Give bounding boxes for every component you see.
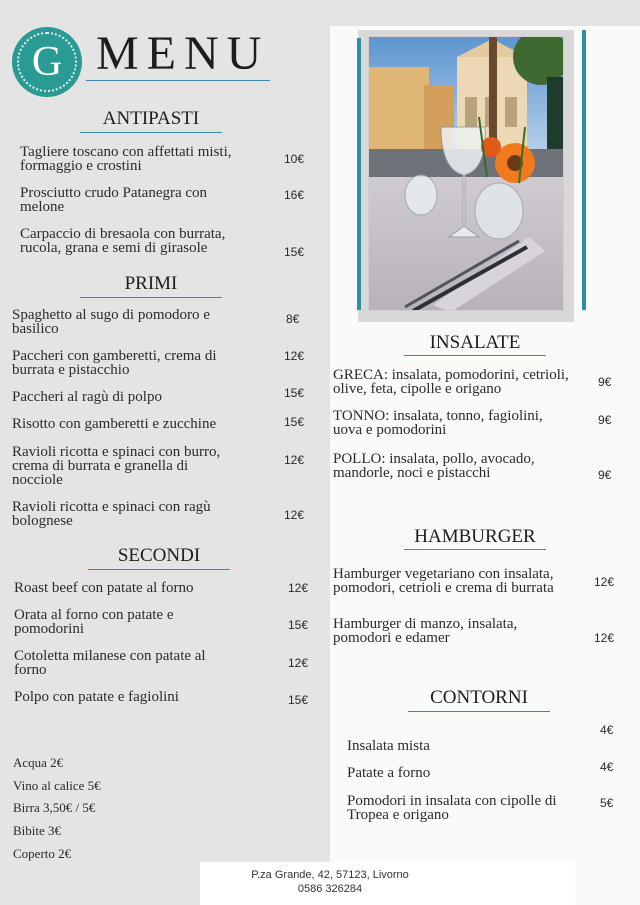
primi-item-2 xyxy=(12,349,217,377)
secondi-item-2 xyxy=(14,608,174,636)
antipasti-item-2 xyxy=(20,186,207,214)
item-name-line: TONNO: insalata, tonno, fagiolini, xyxy=(333,408,543,424)
contorni-rule xyxy=(408,711,550,712)
hamburger-price-vegetariano: 12€ xyxy=(594,575,615,589)
primi-item-6 xyxy=(12,500,211,528)
insalate-item-greca xyxy=(333,368,569,396)
insalate-item-pollo xyxy=(333,452,535,480)
antipasti-price-1: 10€ xyxy=(284,152,305,166)
secondi-item-3 xyxy=(14,649,206,677)
item-name-line: burrata e pistacchio xyxy=(12,362,130,378)
item-name-line: Paccheri al ragù di polpo xyxy=(12,389,162,405)
item-name-line: melone xyxy=(20,199,65,215)
contorni-price-patate: 4€ xyxy=(600,760,614,774)
extra-vino: Vino al calice 5€ xyxy=(13,778,101,793)
hamburger-item-vegetariano xyxy=(333,567,554,595)
insalate-price-greca: 9€ xyxy=(598,375,612,389)
title-rule xyxy=(86,80,270,81)
antipasti-price-3: 15€ xyxy=(284,245,305,259)
item-name-line: Risotto con gamberetti e zucchine xyxy=(12,416,217,432)
item-name-line: Carpaccio di bresaola con burrata, xyxy=(20,226,226,242)
item-name-line: Polpo con patate e fagiolini xyxy=(14,689,179,705)
hamburger-heading: HAMBURGER xyxy=(414,526,536,547)
logo-letter: G xyxy=(31,39,63,85)
primi-price-1: 8€ xyxy=(286,312,300,326)
restaurant-logo xyxy=(12,27,82,97)
item-name-line: POLLO: insalata, pollo, avocado, xyxy=(333,451,535,467)
item-name-line: basilico xyxy=(12,321,59,337)
primi-item-3 xyxy=(12,390,162,404)
item-name-line: Ravioli ricotta e spinaci con burro, xyxy=(12,444,221,460)
extra-acqua: Acqua 2€ xyxy=(13,755,64,770)
primi-price-2: 12€ xyxy=(284,349,305,363)
item-name-line: pomodori e edamer xyxy=(333,630,450,646)
hamburger-price-manzo: 12€ xyxy=(594,631,615,645)
item-name-line: Roast beef con patate al forno xyxy=(14,580,194,596)
secondi-rule xyxy=(88,569,230,570)
antipasti-price-2: 16€ xyxy=(284,188,305,202)
photo-accent-left xyxy=(357,38,361,310)
secondi-price-1: 12€ xyxy=(288,581,309,595)
contorni-price-pomodori: 5€ xyxy=(600,796,614,810)
item-name-line: forno xyxy=(14,662,47,678)
item-name-line: formaggio e crostini xyxy=(20,158,142,174)
contorni-price-insalata: 4€ xyxy=(600,723,614,737)
item-name-line: bolognese xyxy=(12,513,73,529)
antipasti-rule xyxy=(80,132,222,133)
footer-phone: 0586 326284 xyxy=(297,883,363,895)
item-name-line: Patate a forno xyxy=(347,765,431,781)
item-name-line: nocciole xyxy=(12,472,63,488)
photo-accent-right xyxy=(582,30,586,310)
primi-item-1 xyxy=(12,308,210,336)
item-name-line: Paccheri con gamberetti, crema di xyxy=(12,348,217,364)
item-name-line: olive, feta, cipolle e origano xyxy=(333,381,502,397)
primi-heading: PRIMI xyxy=(124,273,178,294)
insalate-price-tonno: 9€ xyxy=(598,413,612,427)
insalate-item-tonno xyxy=(333,409,543,437)
insalate-price-pollo: 9€ xyxy=(598,468,612,482)
secondi-heading: SECONDI xyxy=(117,545,201,566)
item-name-line: Hamburger di manzo, insalata, xyxy=(333,616,518,632)
item-name-line: Hamburger vegetariano con insalata, xyxy=(333,566,554,582)
antipasti-item-3 xyxy=(20,227,225,255)
antipasti-item-1 xyxy=(20,145,232,173)
item-name-line: Tropea e origano xyxy=(347,807,449,823)
insalate-heading: INSALATE xyxy=(429,332,521,353)
secondi-price-4: 15€ xyxy=(288,693,309,707)
extra-birra: Birra 3,50€ / 5€ xyxy=(13,800,96,815)
primi-price-6: 12€ xyxy=(284,508,305,522)
item-name-line: uova e pomodorini xyxy=(333,422,447,438)
secondi-price-3: 12€ xyxy=(288,656,309,670)
secondi-item-1 xyxy=(14,581,194,595)
table-setting-illustration xyxy=(369,37,564,311)
primi-price-3: 15€ xyxy=(284,386,305,400)
footer-address: P.za Grande, 42, 57123, Livorno xyxy=(251,869,409,881)
primi-item-5 xyxy=(12,445,220,487)
contorni-item-insalata xyxy=(347,739,430,753)
hamburger-item-manzo xyxy=(333,617,517,645)
contorni-heading: CONTORNI xyxy=(430,687,528,708)
menu-title: MENU xyxy=(96,27,270,80)
item-name-line: Pomodori in insalata con cipolle di xyxy=(347,793,557,809)
item-name-line: Spaghetto al sugo di pomodoro e xyxy=(12,307,210,323)
item-name-line: Orata al forno con patate e xyxy=(14,607,174,623)
secondi-item-4 xyxy=(14,690,179,704)
extra-bibite: Bibite 3€ xyxy=(13,823,62,838)
antipasti-heading: ANTIPASTI xyxy=(102,108,200,129)
item-name-line: pomodori, cetrioli e crema di burrata xyxy=(333,580,554,596)
primi-rule xyxy=(80,297,222,298)
item-name-line: pomodorini xyxy=(14,621,84,637)
item-name-line: Ravioli ricotta e spinaci con ragù xyxy=(12,499,211,515)
hamburger-rule xyxy=(404,549,546,550)
table-setting-photo xyxy=(368,36,564,311)
contorni-item-pomodori xyxy=(347,794,557,822)
contorni-item-patate xyxy=(347,766,430,780)
item-name-line: Tagliere toscano con affettati misti, xyxy=(20,144,232,160)
primi-item-4 xyxy=(12,417,216,431)
item-name-line: Insalata mista xyxy=(347,738,430,754)
item-name-line: mandorle, noci e pistacchi xyxy=(333,465,491,481)
secondi-price-2: 15€ xyxy=(288,618,309,632)
item-name-line: crema di burrata e granella di xyxy=(12,458,189,474)
insalate-rule xyxy=(404,355,546,356)
extra-coperto: Coperto 2€ xyxy=(13,846,72,861)
primi-price-5: 12€ xyxy=(284,453,305,467)
item-name-line: Prosciutto crudo Patanegra con xyxy=(20,185,208,201)
item-name-line: Cotoletta milanese con patate al xyxy=(14,648,206,664)
primi-price-4: 15€ xyxy=(284,415,305,429)
item-name-line: GRECA: insalata, pomodorini, cetrioli, xyxy=(333,367,569,383)
item-name-line: rucola, grana e semi di girasole xyxy=(20,240,208,256)
